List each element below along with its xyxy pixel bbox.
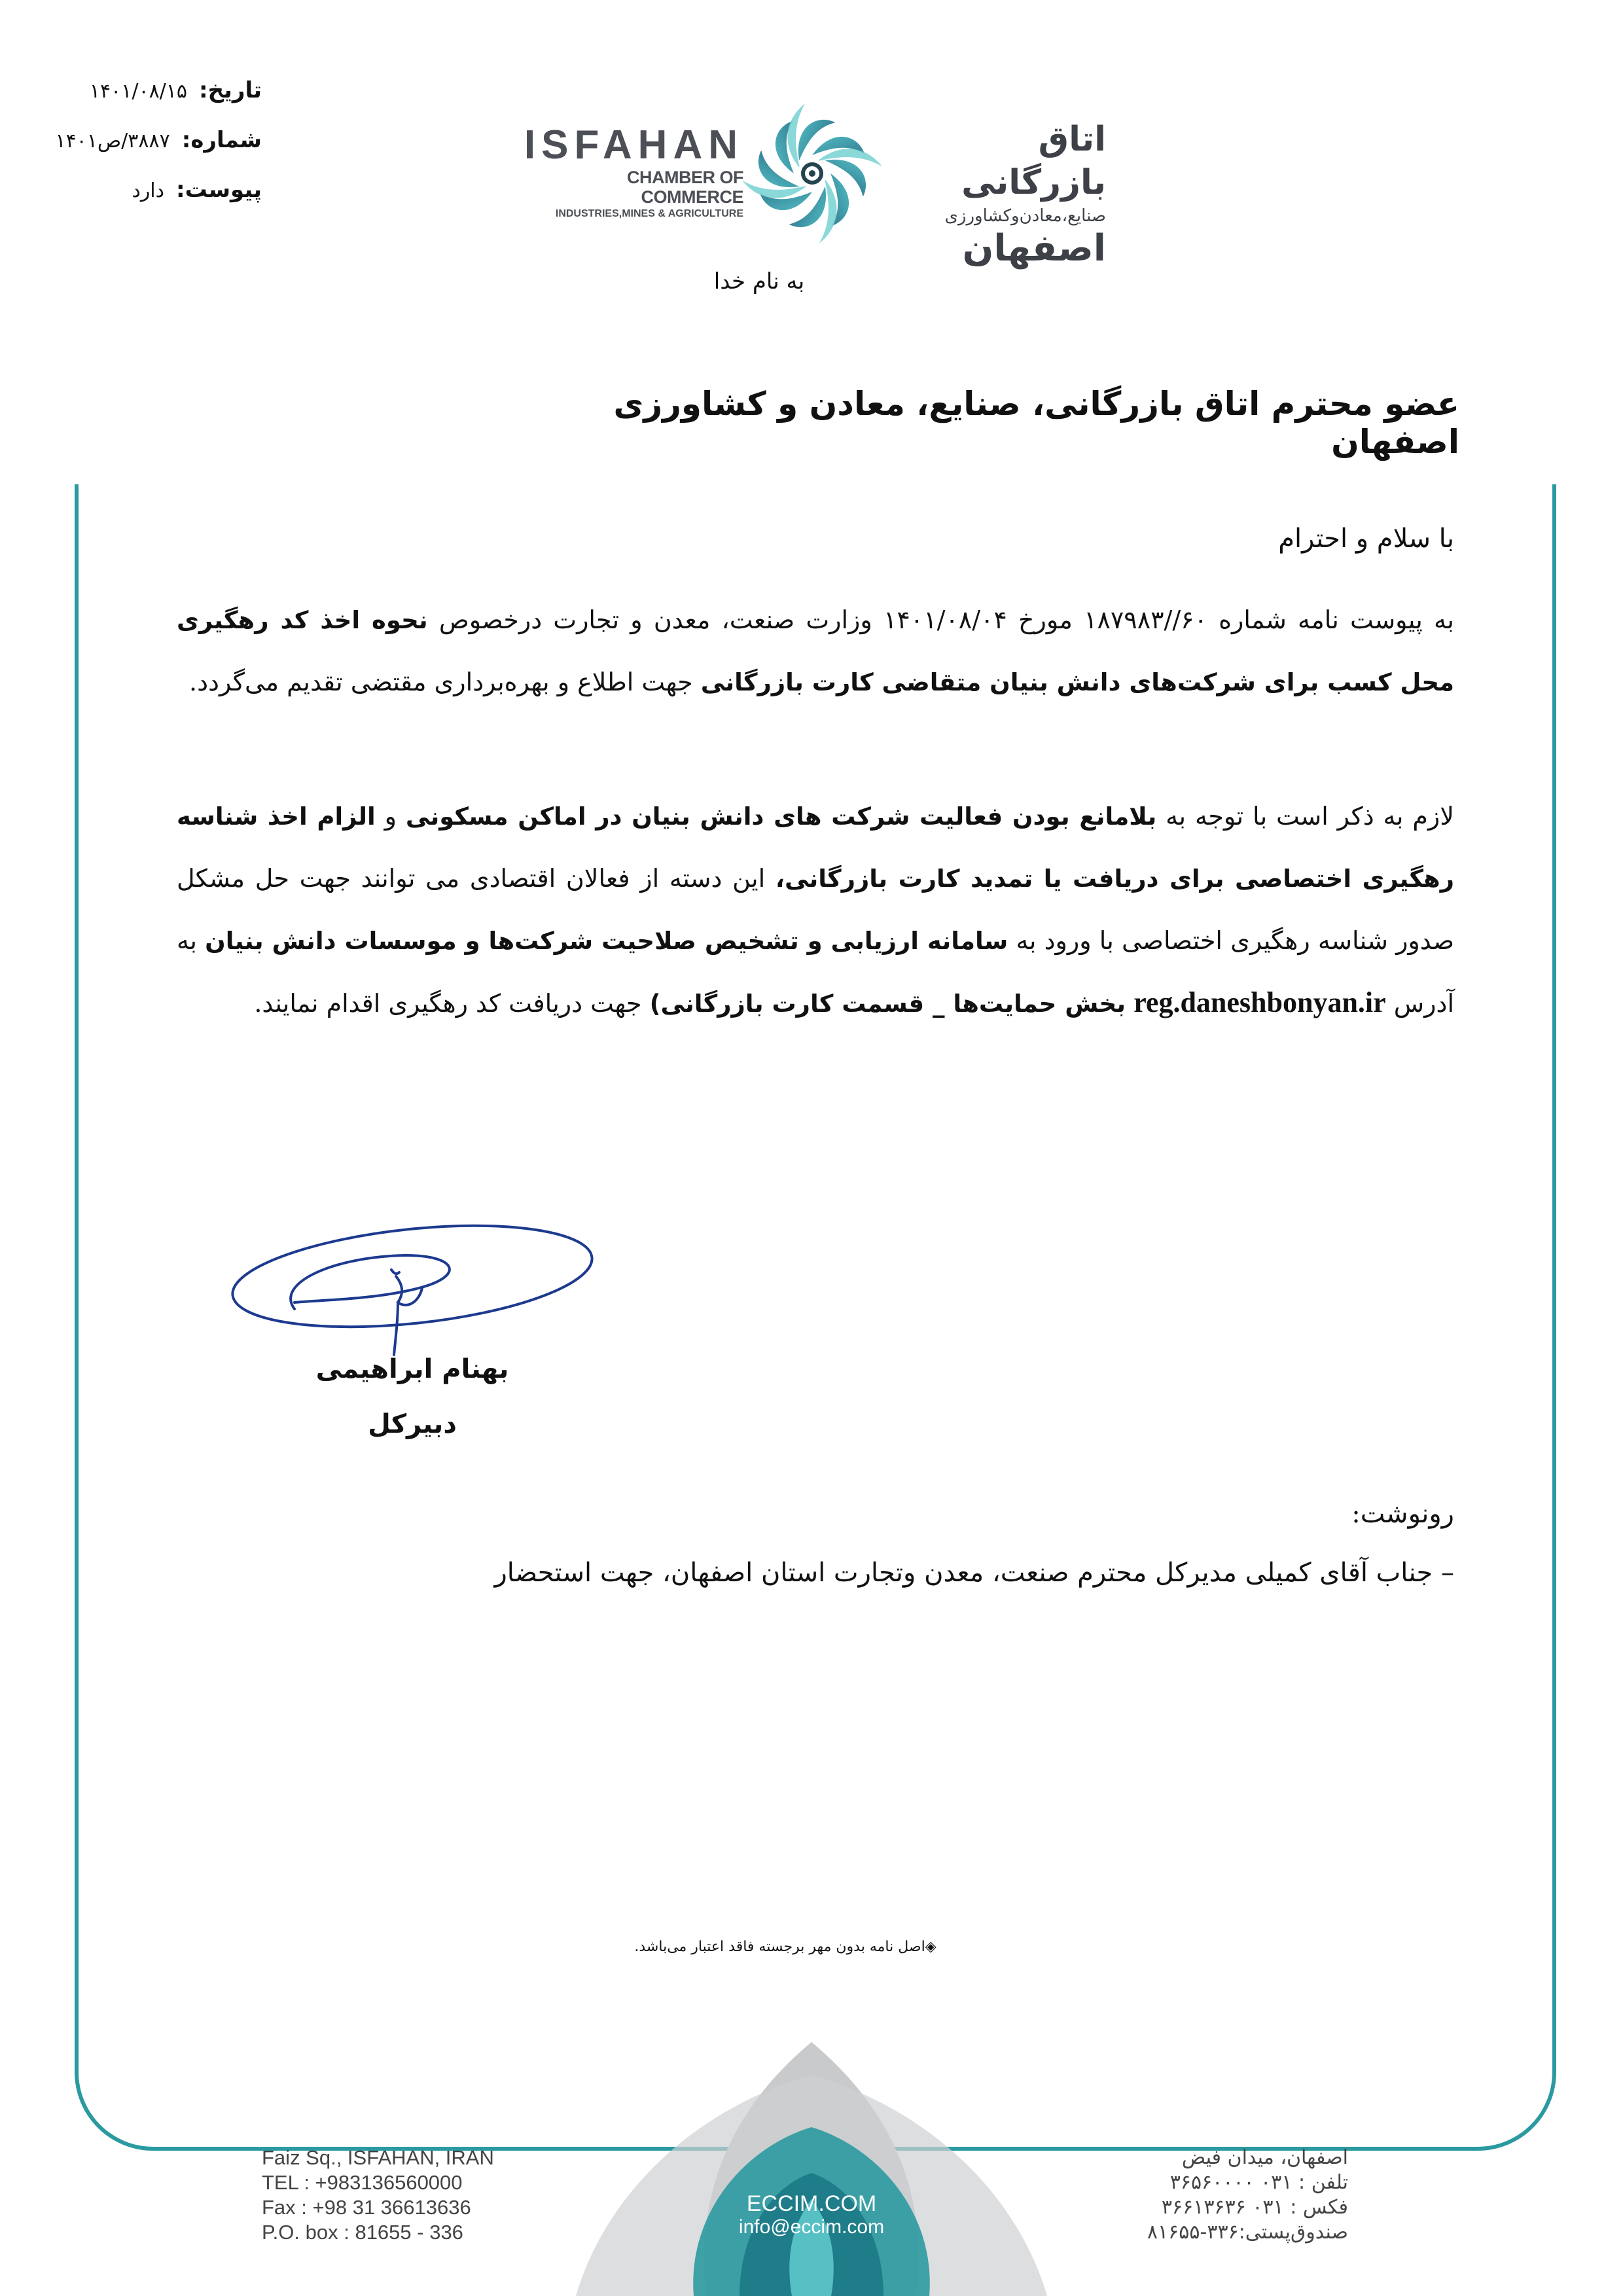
website-url: reg.daneshbonyan.ir — [1133, 986, 1386, 1018]
signatory-name: بهنام ابراهیمی — [315, 1354, 509, 1384]
logo-fa-line2: صنایع،معادن‌وکشاورزی — [944, 206, 1106, 226]
para2-bold2: الزام اخذ شناسه رهگیری اختصاصی برای دریافت یا تمدید کارت بازرگانی، — [177, 802, 1454, 893]
para2-text1: لازم به ذکر است با توجه به — [1166, 802, 1454, 831]
logo-en-line1: ISFAHAN — [524, 122, 743, 168]
number-value: ۳۸۸۷/ص۱۴۰۱ — [55, 130, 170, 152]
recipient-heading: عضو محترم اتاق بازرگانی، صنایع، معادن و کشاورزی اصفهان — [613, 385, 1459, 461]
footer-fa-fax: فکس : ۰۳۱ ۳۶۶۱۳۶۳۶ — [1161, 2196, 1348, 2219]
cc-recipient: – جناب آقای کمیلی مدیرکل محترم صنعت، معدن وتجارت استان اصفهان، جهت استحضار — [494, 1558, 1454, 1588]
attachment-label: پیوست: — [176, 177, 262, 203]
para2-text4: به آدرس — [177, 926, 1454, 1018]
footer-email: info@eccim.com — [738, 2216, 885, 2238]
footer-web — [720, 2191, 903, 2238]
attachment-row — [39, 177, 262, 216]
para1-bold1: نحوه اخذ کد رهگیری محل کسب برای شرکت‌های دانش بنیان متقاضی کارت بازرگانی — [177, 606, 1454, 696]
logo-en-line2: CHAMBER OF COMMERCE — [627, 168, 743, 207]
footer-fa-address: اصفهان، میدان فیض — [1181, 2146, 1348, 2169]
para1-text1: به پیوست نامه شماره ۶۰//۱۸۷۹۸۳ مورخ ۱۴۰۱/۰۸/۰۴ وزارت صنعت، معدن و تجارت درخصوص — [438, 605, 1454, 634]
para2-bold3: سامانه ارزیابی و تشخیص صلاحیت شرکت‌ها و موسسات دانش بنیان — [205, 927, 1008, 955]
logo-persian — [883, 118, 1106, 270]
signatory-title: دبیرکل — [368, 1409, 457, 1439]
logo-en-line3: INDUSTRIES,MINES & AGRICULTURE — [555, 208, 743, 219]
footer-fa-tel: تلفن : ۰۳۱ ۳۶۵۶۰۰۰۰ — [1169, 2171, 1348, 2194]
para1-text2: جهت اطلاع و بهره‌برداری مقتضی تقدیم می‌گردد. — [189, 668, 693, 696]
seal-notice: ◈اصل نامه بدون مهر برجسته فاقد اعتبار می‌باشد. — [634, 1939, 936, 1955]
footer-english — [262, 2145, 537, 2245]
para2-text3: این دسته از فعالان اقتصادی می توانند جهت حل مشکل صدور شناسه رهگیری اختصاصی با ورود به — [177, 864, 1454, 955]
footer-en-address: Faiz Sq., ISFAHAN, IRAN — [262, 2146, 494, 2169]
signatory — [294, 1342, 530, 1452]
para2-text2: و — [384, 802, 397, 831]
date-label: تاریخ: — [199, 77, 262, 103]
number-label: شماره: — [181, 127, 262, 153]
para2-text5: جهت دریافت کد رهگیری اقدام نمایند. — [254, 989, 642, 1018]
footer-en-tel: TEL : +983136560000 — [262, 2171, 463, 2194]
number-row — [39, 127, 262, 166]
paragraph-2 — [177, 785, 1454, 1035]
footer-persian — [1086, 2145, 1348, 2245]
greeting: با سلام و احترام — [1278, 524, 1454, 554]
footer-en-pobox: P.O. box : 81655 - 336 — [262, 2221, 463, 2244]
logo-fa-line1: اتاق بازرگانی — [961, 120, 1106, 202]
para2-bold4: بخش حمایت‌ها _ قسمت کارت بازرگانی) — [649, 990, 1126, 1018]
attachment-value: دارد — [132, 179, 164, 202]
footer-en-fax: Fax : +98 31 36613636 — [262, 2196, 471, 2219]
footer-website: ECCIM.COM — [746, 2191, 877, 2216]
para2-bold1: بلامانع بودن فعالیت شرکت های دانش بنیان در اماکن مسکونی — [405, 802, 1157, 831]
logo-english — [522, 124, 743, 221]
paragraph-1 — [177, 589, 1454, 713]
chamber-logo-icon — [738, 99, 886, 247]
date-value: ۱۴۰۱/۰۸/۱۵ — [89, 80, 188, 103]
cc-label: رونوشت: — [1351, 1499, 1454, 1529]
date-row — [39, 77, 262, 117]
logo-fa-line3: اصفهان — [962, 227, 1106, 270]
bismillah: به نام خدا — [713, 268, 805, 295]
footer-fa-pobox: صندوق‌پستی:۳۳۶-۸۱۶۵۵ — [1147, 2221, 1348, 2244]
footer-lotus-icon — [524, 2036, 1099, 2296]
